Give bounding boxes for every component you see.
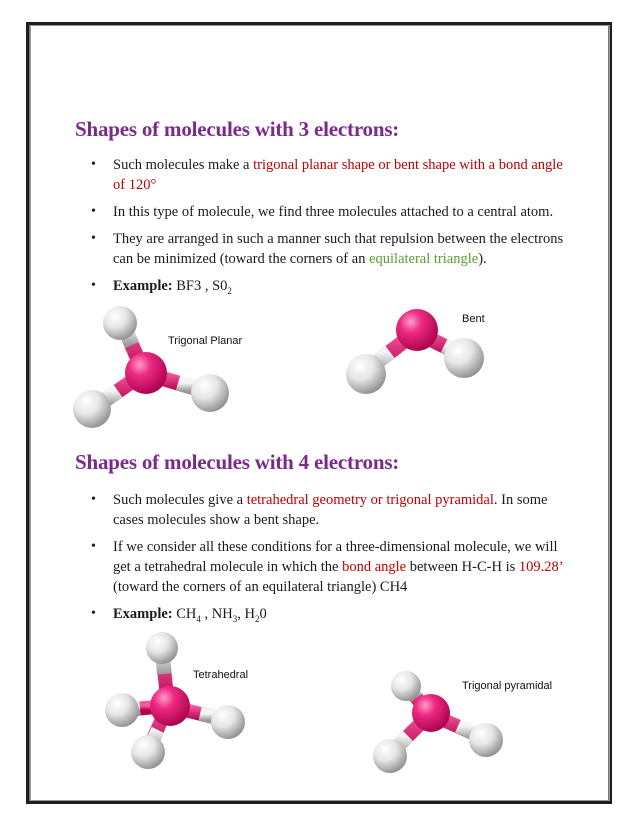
bullet-text: Such molecules give a	[113, 492, 247, 508]
trigonal-planar-molecule-icon	[60, 295, 243, 440]
bullet-text: between H-C-H is	[406, 559, 519, 575]
list-item	[77, 155, 567, 195]
list-item	[77, 202, 567, 222]
caption-trigonal-planar: Trigonal Planar	[168, 335, 243, 347]
subscript: 2	[227, 285, 232, 296]
highlight-text: equilateral triangle	[369, 251, 479, 267]
caption-bent: Bent	[462, 313, 485, 325]
section2-bullets	[77, 490, 567, 636]
subscript: 3	[232, 613, 238, 624]
list-item	[77, 604, 567, 629]
subscript: 2	[254, 613, 260, 624]
highlight-text: trigonal planar shape or bent shape with a bond angle of 120°	[113, 157, 563, 193]
caption-tetrahedral: Tetrahedral	[193, 669, 249, 681]
subscript: 4	[196, 613, 201, 624]
example-text: , NH	[200, 606, 233, 622]
example-label: Example:	[113, 606, 173, 622]
section1-heading: Shapes of molecules with 3 electrons:	[75, 117, 400, 141]
section1-bullets	[77, 155, 567, 308]
example-text: BF3 , S0	[172, 278, 228, 294]
example-text: 0	[259, 606, 267, 622]
bullet-text: (toward the corners of an equilateral triangle) CH4	[113, 579, 408, 595]
highlight-text: bond angle	[342, 559, 407, 575]
highlight-text: 109.28’	[518, 559, 563, 575]
list-item	[77, 490, 567, 530]
highlight-text: tetrahedral geometry or trigonal pyramidal	[246, 492, 494, 508]
tetrahedral-molecule-icon	[100, 628, 260, 778]
bullet-text: If we consider all these conditions for a three-dimensional molecule, we will get a tetrahedral molecule in which the	[113, 539, 558, 575]
list-item	[77, 229, 567, 269]
section2-heading: Shapes of molecules with 4 electrons:	[75, 450, 400, 474]
caption-trigonal-pyramidal: Trigonal pyramidal	[462, 680, 553, 692]
example-text: CH	[172, 606, 197, 622]
bullet-text: . In some cases molecules show a bent shape.	[113, 492, 548, 528]
bullet-text: ).	[478, 251, 487, 267]
list-item	[77, 537, 567, 597]
bullet-text: They are arranged in such a manner such that repulsion between the electrons can be minimized (toward the corners of an	[113, 231, 564, 267]
example-text: , H	[237, 606, 255, 622]
bullet-text: Such molecules make a	[113, 157, 254, 173]
example-label: Example:	[113, 278, 173, 294]
bullet-text: In this type of molecule, we find three molecules attached to a central atom.	[113, 204, 554, 220]
